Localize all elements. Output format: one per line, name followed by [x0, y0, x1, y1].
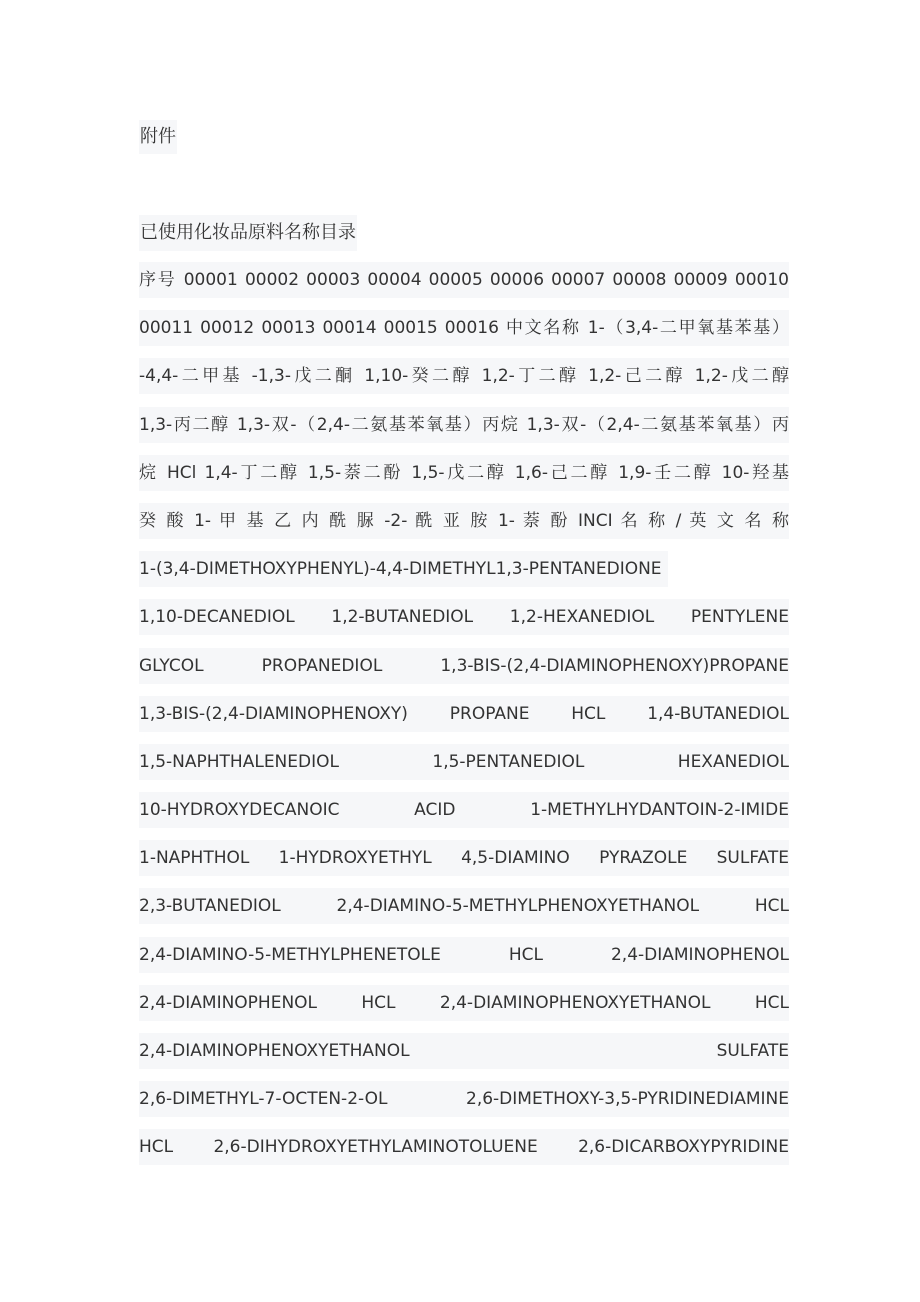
text-line: 2,4-DIAMINO-5-METHYLPHENETOLE HCL 2,4-DIAMINOPHENOL: [139, 937, 789, 973]
text-line: 1,3-丙二醇 1,3-双-（2,4-二氨基苯氧基）丙烷 1,3-双-（2,4-二氨基苯氧基）丙: [139, 407, 789, 443]
text-line: 00011 00012 00013 00014 00015 00016 中文名称 1-（3,4-二甲氧基苯基）: [139, 310, 789, 346]
text-line: 1,5-NAPHTHALENEDIOL 1,5-PENTANEDIOL HEXANEDIOL: [139, 744, 789, 780]
text-line: GLYCOL PROPANEDIOL 1,3-BIS-(2,4-DIAMINOPHENOXY)PROPANE: [139, 648, 789, 684]
text-line: 癸 酸 1- 甲 基 乙 内 酰 脲 -2- 酰 亚 胺 1- 萘 酚 INCI 名 称 / 英 文 名 称: [139, 503, 789, 539]
text-line: 1,3-BIS-(2,4-DIAMINOPHENOXY) PROPANE HCL 1,4-BUTANEDIOL: [139, 696, 789, 732]
text-line: 2,4-DIAMINOPHENOXYETHANOL SULFATE: [139, 1033, 789, 1069]
document-title: 已使用化妆品原料名称目录: [139, 215, 357, 251]
text-line: 10-HYDROXYDECANOIC ACID 1-METHYLHYDANTOIN-2-IMIDE: [139, 792, 789, 828]
text-line: 2,4-DIAMINOPHENOL HCL 2,4-DIAMINOPHENOXYETHANOL HCL: [139, 985, 789, 1021]
text-line: 1-NAPHTHOL 1-HYDROXYETHYL 4,5-DIAMINO PYRAZOLE SULFATE: [139, 840, 789, 876]
text-line: 烷 HCl 1,4-丁二醇 1,5-萘二酚 1,5-戊二醇 1,6-己二醇 1,9-壬二醇 10-羟基: [139, 455, 789, 491]
text-line: 1-(3,4-DIMETHOXYPHENYL)-4,4-DIMETHYL1,3-PENTANEDIONE: [139, 551, 668, 587]
text-line: 序号 00001 00002 00003 00004 00005 00006 00007 00008 00009 00010: [139, 262, 789, 298]
text-body: [139, 262, 789, 1178]
text-line: 2,3-BUTANEDIOL 2,4-DIAMINO-5-METHYLPHENOXYETHANOL HCL: [139, 888, 789, 924]
text-line: 2,6-DIMETHYL-7-OCTEN-2-OL 2,6-DIMETHOXY-3,5-PYRIDINEDIAMINE: [139, 1081, 789, 1117]
text-line: HCL 2,6-DIHYDROXYETHYLAMINOTOLUENE 2,6-DICARBOXYPYRIDINE: [139, 1129, 789, 1165]
attachment-label: 附件: [139, 120, 177, 154]
text-line: 1,10-DECANEDIOL 1,2-BUTANEDIOL 1,2-HEXANEDIOL PENTYLENE: [139, 599, 789, 635]
text-line: -4,4-二甲基 -1,3-戊二酮 1,10-癸二醇 1,2-丁二醇 1,2-己二醇 1,2-戊二醇: [139, 358, 789, 394]
